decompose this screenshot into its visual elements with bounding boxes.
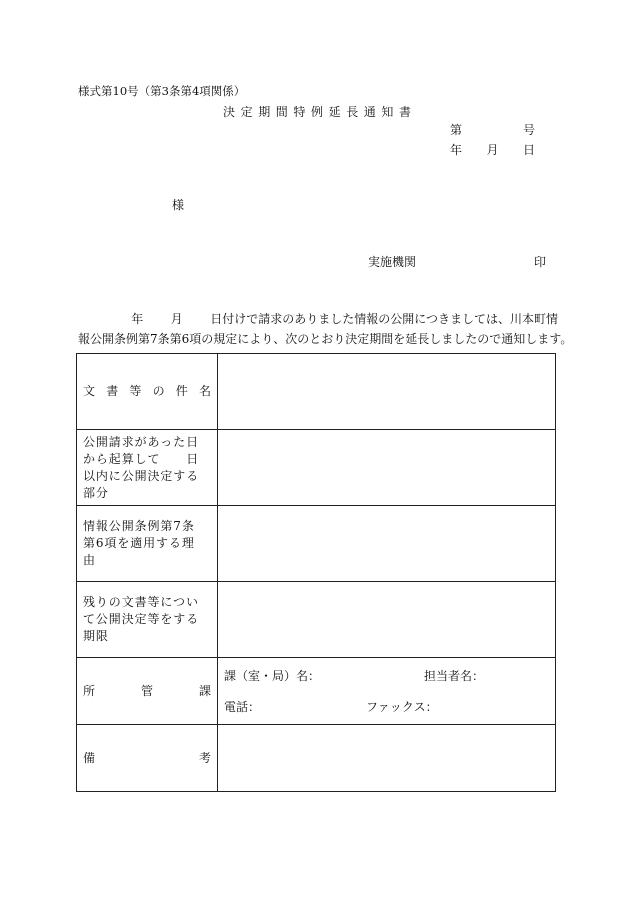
value-remarks[interactable]	[218, 725, 556, 792]
row-partial-disclosure	[77, 430, 556, 506]
body-line1: 日付けで請求のありました情報の公開につきましては、川本町情	[210, 312, 559, 326]
value-document-name[interactable]	[218, 354, 556, 430]
form-number: 様式第10号（第3条第4項関係）	[78, 84, 246, 98]
label-reason: 情報公開条例第7条 第6項を適用する理 由	[77, 506, 218, 582]
body-year: 年	[131, 312, 144, 326]
value-reason[interactable]	[218, 506, 556, 582]
row-reason	[77, 506, 556, 582]
row-department	[77, 658, 556, 725]
date-year: 年	[450, 143, 463, 157]
row-remarks	[77, 725, 556, 792]
value-department	[218, 658, 556, 725]
document-number	[450, 124, 535, 136]
notice-table	[76, 353, 556, 792]
notice-body	[78, 309, 573, 349]
date-day: 日	[522, 143, 535, 157]
date-month: 月	[486, 143, 499, 157]
row-deadline	[77, 582, 556, 658]
value-deadline[interactable]	[218, 582, 556, 658]
row-document-name	[77, 354, 556, 430]
label-deadline: 残りの文書等につい て公開決定等をする 期限	[77, 582, 218, 658]
phone-label: 電話：	[224, 700, 261, 714]
body-line2: 報公開条例第7条第6項の規定により、次のとおり決定期間を延長しましたので通知します。	[78, 332, 573, 346]
label-remarks: 備 考	[77, 725, 218, 792]
body-month: 月	[170, 312, 183, 326]
issuer-label: 実施機関	[368, 255, 417, 269]
number-prefix: 第	[450, 123, 463, 137]
seal-mark: 印	[534, 255, 547, 269]
issue-date	[450, 144, 535, 156]
label-partial-disclosure: 公開請求があった日 から起算して 日 以内に公開決定する 部分	[77, 430, 218, 506]
dept-name-label: 課（室・局）名：	[224, 669, 321, 683]
addressee-honorific: 様	[172, 198, 185, 212]
value-partial-disclosure[interactable]	[218, 430, 556, 506]
person-in-charge-label: 担当者名：	[424, 669, 485, 683]
fax-label: ファックス：	[366, 700, 438, 714]
number-suffix: 号	[522, 123, 535, 137]
document-title: 決定期間特例延長通知書	[223, 105, 417, 119]
label-department: 所 管 課	[77, 658, 218, 725]
label-document-name: 文 書 等 の 件 名	[77, 354, 218, 430]
